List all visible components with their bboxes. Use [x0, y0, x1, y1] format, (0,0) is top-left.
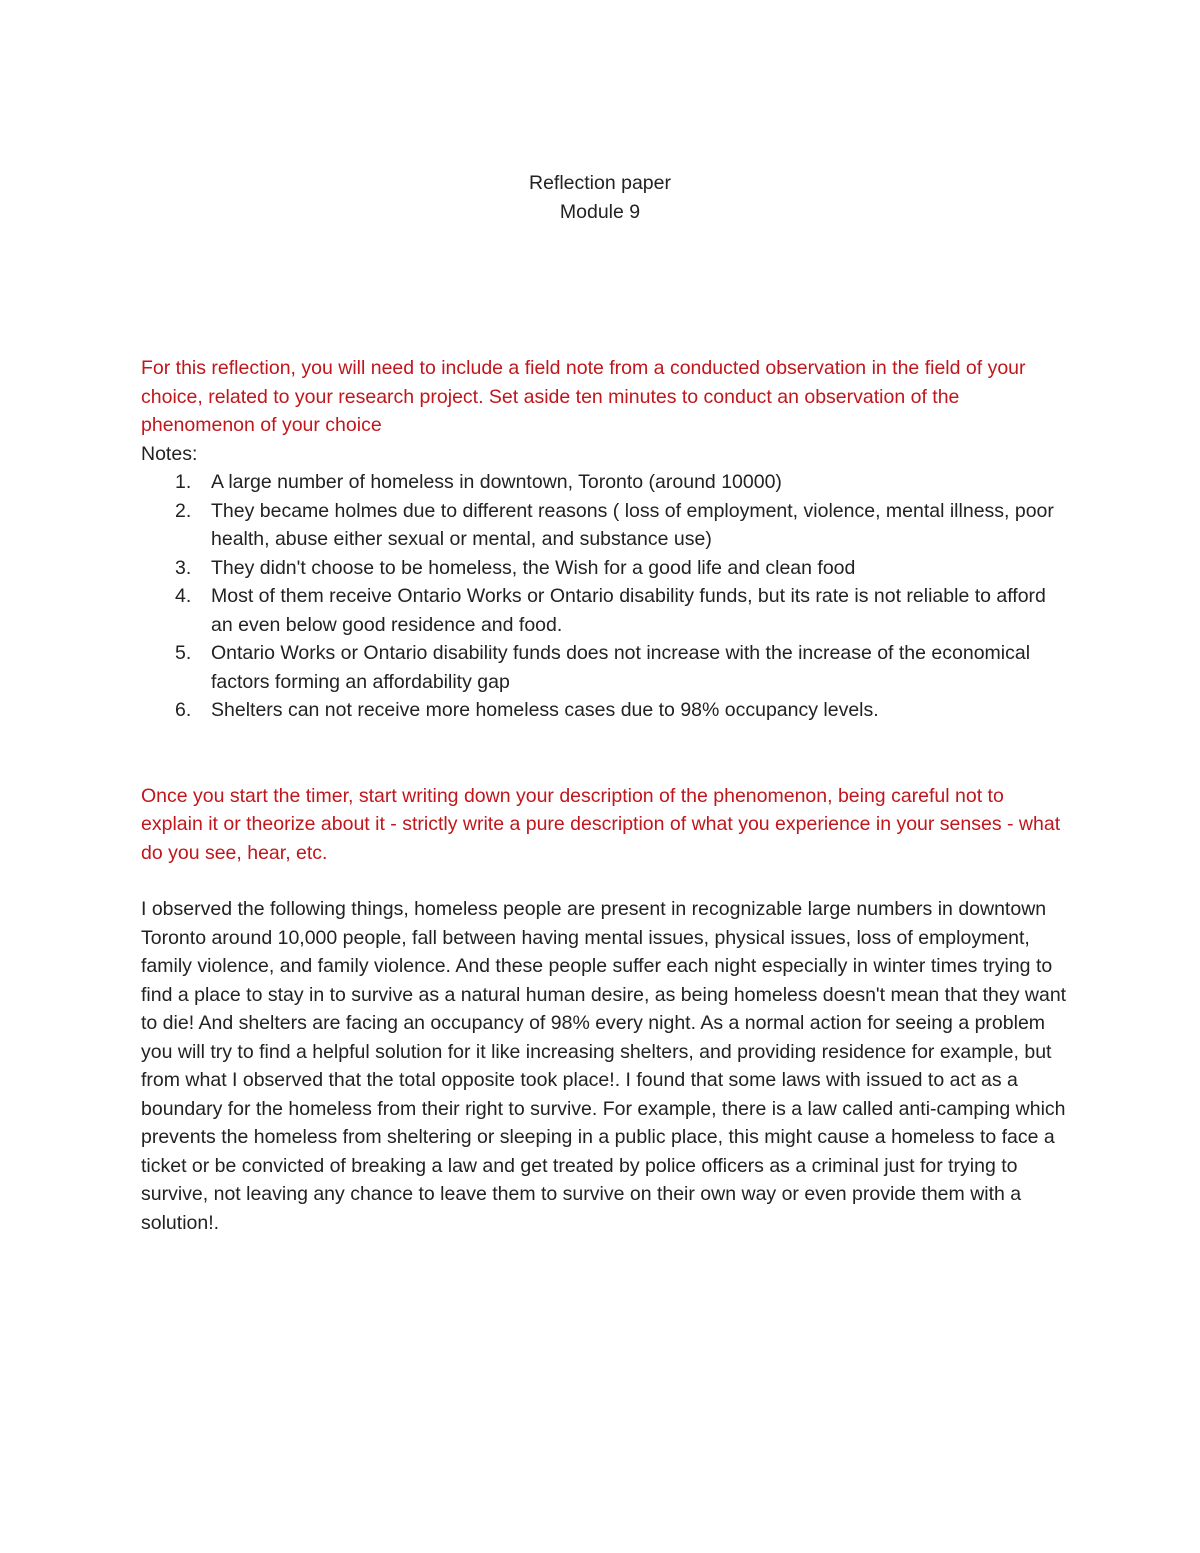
note-number: 3.: [175, 556, 192, 579]
note-text: Shelters can not receive more homeless cases due to 98% occupancy levels.: [211, 699, 879, 721]
note-number: 1.: [175, 471, 192, 493]
note-text: Most of them receive Ontario Works or Ontario disability funds, but its rate is not reliable to afford an even below good residence and food.: [211, 585, 1046, 636]
note-number: 4.: [175, 585, 192, 607]
notes-list: [141, 468, 1071, 725]
note-number: 6.: [175, 699, 192, 721]
notes-label: Notes:: [141, 442, 198, 465]
note-text: A large number of homeless in downtown, Toronto (around 10000): [211, 471, 782, 493]
instruction-prompt-1: For this reflection, you will need to include a field note from a conducted observation in the field of your choice, related to your research project. Set aside ten minutes to conduct an observation of the phenomenon of your choice: [141, 357, 1026, 436]
note-item: [141, 696, 1071, 725]
observation-paragraph: I observed the following things, homeless people are present in recognizable large numbers in downtown Toronto around 10,000 people, fall between having mental issues, physical issues, loss of employment, family violence, and family violence. And these people suffer each night especially in winter times trying to find a place to stay in to survive as a natural human desire, as being homeless doesn't mean that they want to die! And shelters are facing an occupancy of 98% every night. As a normal action for seeing a problem you will try to find a helpful solution for it like increasing shelters, and providing residence for example, but from what I observed that the total opposite took place!. I found that some laws with issued to act as a boundary for the homeless from their right to survive. For example, there is a law called anti-camping which prevents the homeless from sheltering or sleeping in a public place, this might cause a homeless to face a ticket or be convicted of breaking a law and get treated by police officers as a criminal just for trying to survive, not leaving any chance to leave them to survive on their own way or even provide them with a solution!.: [141, 898, 1067, 1234]
document-subtitle: Module 9: [559, 201, 641, 223]
note-number: 5.: [175, 642, 192, 664]
document-title: Reflection paper: [528, 172, 671, 194]
note-number: 2.: [175, 499, 192, 522]
note-item: [141, 468, 1071, 497]
note-text: They didn't choose to be homeless, the Wish for a good life and clean food: [211, 556, 856, 579]
note-item: [141, 554, 1071, 583]
note-item: [141, 497, 1071, 554]
note-text: Ontario Works or Ontario disability funds does not increase with the increase of the economical factors forming an affordability gap: [211, 642, 1031, 693]
title-block: [0, 169, 1200, 227]
note-text: They became holmes due to different reasons ( loss of employment, violence, mental illness, poor health, abuse either sexual or mental, and substance use): [211, 499, 1054, 550]
note-item: [141, 582, 1071, 639]
instruction-prompt-2: Once you start the timer, start writing down your description of the phenomenon, being careful not to explain it or theorize about it - strictly write a pure description of what you experience in your senses - what do you see, hear, etc.: [141, 784, 1061, 864]
document-page: [141, 169, 1071, 1237]
note-item: [141, 639, 1071, 696]
